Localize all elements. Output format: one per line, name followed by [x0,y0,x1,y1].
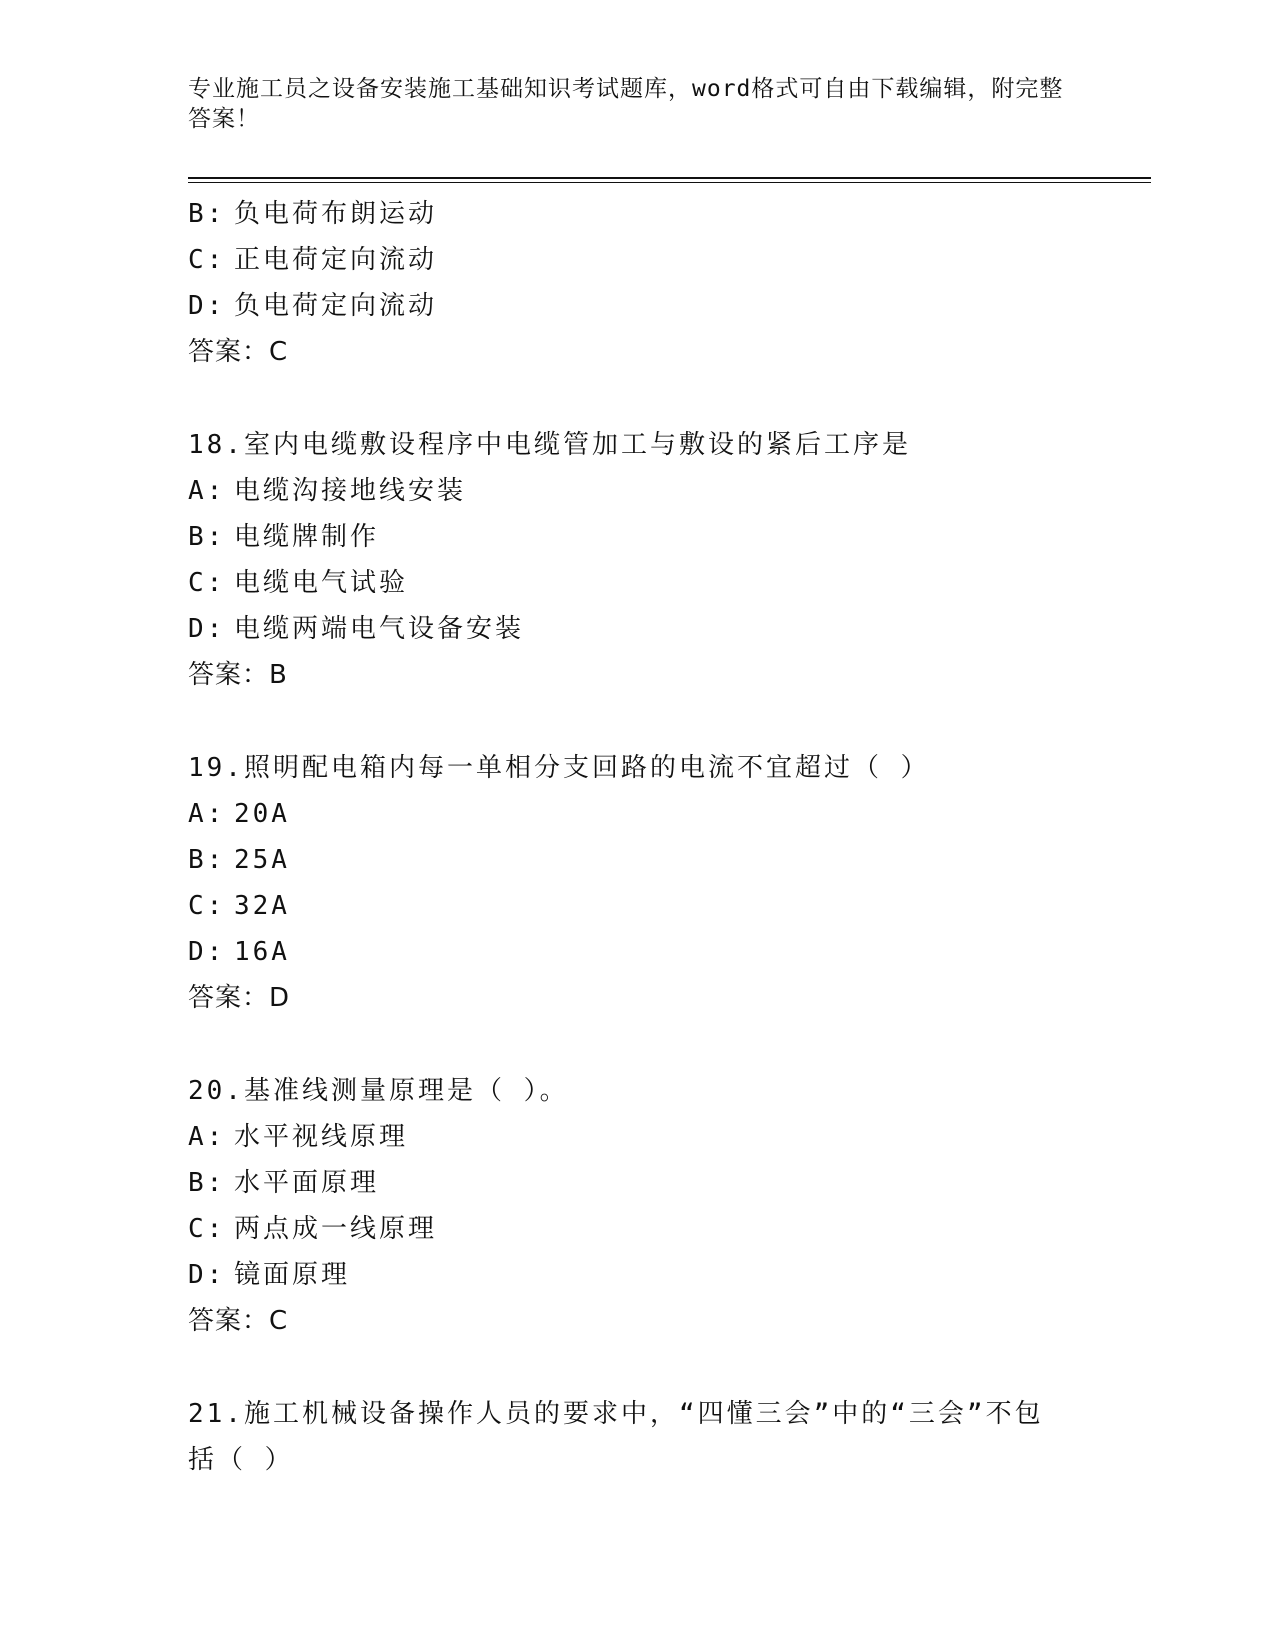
header-divider-thin [188,182,1151,183]
question-stem: 19.照明配电箱内每一单相分支回路的电流不宜超过（ ） [188,753,930,783]
question-18 [188,422,1088,698]
option-c: C: 正电荷定向流动 [188,245,438,275]
option-d: D: 镜面原理 [188,1260,351,1290]
option-c: C: 两点成一线原理 [188,1214,438,1244]
option-d: D: 负电荷定向流动 [188,291,438,321]
question-stem-line-2: 括（ ） [188,1445,294,1475]
option-b: B: 负电荷布朗运动 [188,199,438,229]
question-stem: 20.基准线测量原理是（ ）。 [188,1076,569,1106]
answer-text: 答案：C [188,337,289,367]
option-d: D: 16A [188,937,290,967]
option-a: A: 20A [188,799,290,829]
question-19 [188,745,1088,1021]
option-b: B: 25A [188,845,290,875]
answer-text: 答案：B [188,660,288,690]
answer-text: 答案：D [188,983,291,1013]
answer-text: 答案：C [188,1306,289,1336]
question-17-continuation [188,191,1088,375]
question-21 [188,1391,1088,1483]
option-a: A: 电缆沟接地线安装 [188,476,467,506]
header-divider-thick [188,177,1151,179]
option-b: B: 电缆牌制作 [188,522,380,552]
document-header: 专业施工员之设备安装施工基础知识考试题库，word格式可自由下载编辑，附完整答案！ [188,76,1064,132]
option-a: A: 水平视线原理 [188,1122,409,1152]
option-c: C: 32A [188,891,290,921]
option-c: C: 电缆电气试验 [188,568,409,598]
question-20 [188,1068,1088,1344]
option-d: D: 电缆两端电气设备安装 [188,614,525,644]
option-b: B: 水平面原理 [188,1168,380,1198]
question-stem-line-1: 21.施工机械设备操作人员的要求中，“四懂三会”中的“三会”不包 [188,1399,1044,1429]
question-stem: 18.室内电缆敷设程序中电缆管加工与敷设的紧后工序是 [188,430,911,460]
question-list [188,191,1088,1483]
